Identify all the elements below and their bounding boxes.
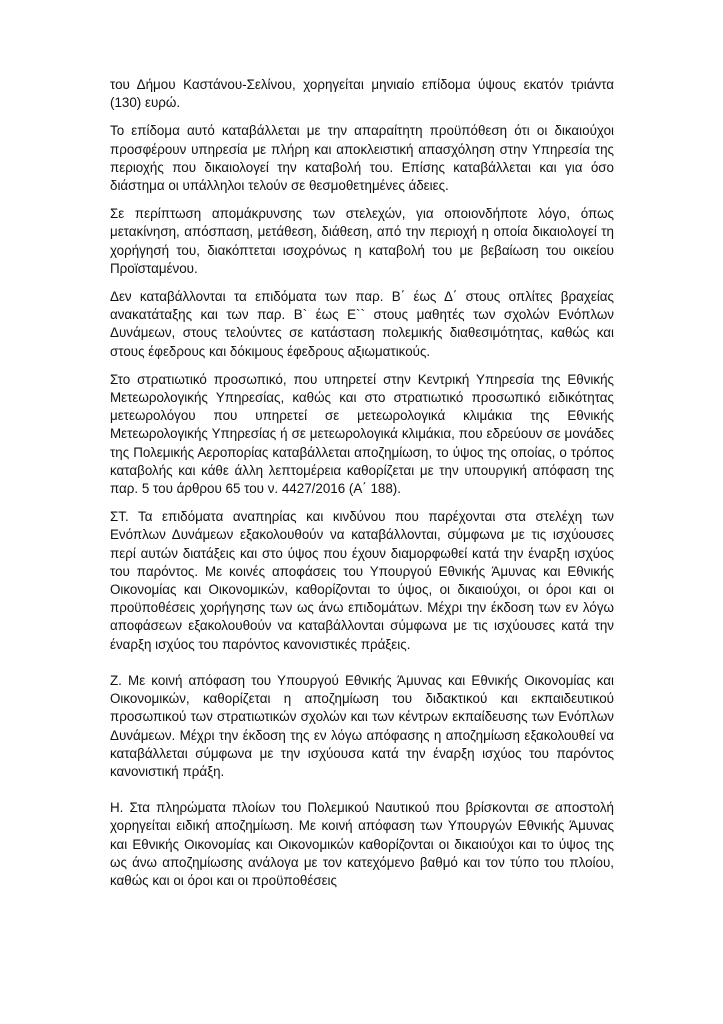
paragraph-removal: Σε περίπτωση απομάκρυνσης των στελεχών, για οποιονδήποτε λόγο, όπως μετακίνηση, απόσπαση, μετάθεση, διάθεση, από την περιοχή η οποία δικαιολογεί τη χορήγησή του, διακόπτεται ισοχρόνως η καταβολή του με βεβαίωση του οικείου Προϊσταμένου. [110,206,614,276]
paragraph-amount: του Δήμου Καστάνου-Σελίνου, χορηγείται μηνιαίο επίδομα ύψους εκατόν τριάντα (130) ευρώ. [110,77,614,111]
paragraph-section-z: Ζ. Με κοινή απόφαση του Υπουργού Εθνικής Άμυνας και Εθνικής Οικονομίας και Οικονομικών, καθορίζεται η αποζημίωση του διδακτικού και εκπαιδευτικού προσωπικού των στρατιωτικών σχολών και των κέντρων εκπαίδευσης των Ενόπλων Δυνάμεων. Μέχρι την έκδοση της εν λόγω απόφασης η αποζημίωση εξακολουθεί να καταβάλλεται σύμφωνα με την ισχύουσα κατά την έναρξη ισχύος του παρόντος κανονιστική πράξη. [110,672,614,779]
paragraph-meteorological: Στο στρατιωτικό προσωπικό, που υπηρετεί στην Κεντρική Υπηρεσία της Εθνικής Μετεωρολογικής Υπηρεσίας, καθώς και στο στρατιωτικό προσωπικό ειδικότητας μετεωρολόγου που υπηρετεί σε μετεωρολογικά κλιμάκια της Εθνικής Μετεωρολογικής Υπηρεσίας ή σε μετεωρολογικά κλιμάκια, που εδρεύουν σε μονάδες της Πολεμικής Αεροπορίας καταβάλλεται αποζημίωση, το ύψος της οποίας, ο τρόπος καταβολής και κάθε άλλη λεπτομέρεια καθορίζεται με την υπουργική απόφαση της παρ. 5 του άρθρου 65 του ν. 4427/2016 (Α΄ 188). [110,371,614,497]
paragraph-section-st: ΣΤ. Τα επιδόματα αναπηρίας και κινδύνου που παρέχονται στα στελέχη των Ενόπλων Δυνάμεων εξακολουθούν να καταβάλλονται, σύμφωνα με τις ισχύουσες περί αυτών διατάξεις και στο ύψος που έχουν διαμορφωθεί κατά την έναρξη ισχύος του παρόντος. Με κοινές αποφάσεις του Υπουργού Εθνικής Άμυνας και Εθνικής Οικονομίας και Οικονομικών, καθορίζονται το ύψος, οι δικαιούχοι, οι όροι και οι προϋποθέσεις χορήγησης των ως άνω επιδομάτων. Μέχρι την έκδοση των εν λόγω αποφάσεων εξακολουθούν να καταβάλλονται σύμφωνα με τις ισχύουσες κατά την έναρξη ισχύος του παρόντος κανονιστικές πράξεις. [110,509,614,652]
paragraph-section-i: Η. Στα πληρώματα πλοίων του Πολεμικού Ναυτικού που βρίσκονται σε αποστολή χορηγείται ειδική αποζημίωση. Με κοινή απόφαση των Υπουργών Εθνικής Άμυνας και Εθνικής Οικονομίας και Οικονομικών καθορίζονται οι δικαιούχοι και το ύψος της ως άνω αποζημίωσης ανάλογα με τον κατεχόμενο βαθμό και τον τύπο του πλοίου, καθώς και οι όροι και οι προϋποθέσεις [110,800,614,888]
paragraph-exclusions: Δεν καταβάλλονται τα επιδόματα των παρ. Β΄ έως Δ΄ στους οπλίτες βραχείας ανακατάταξης και των παρ. Β` έως Ε`` στους μαθητές των σχολών Ενόπλων Δυνάμεων, στους τελούντες σε κατάσταση πολεμικής διαθεσιμότητας, καθώς και στους έφεδρους και δόκιμους έφεδρους αξιωματικούς. [110,289,614,359]
document-body [110,76,614,890]
paragraph-conditions: Το επίδομα αυτό καταβάλλεται με την απαραίτητη προϋπόθεση ότι οι δικαιούχοι προσφέρουν υπηρεσία με πλήρη και αποκλειστική απασχόληση στην Υπηρεσία της περιοχής που δικαιολογεί την καταβολή του. Επίσης καταβάλλεται και για όσο διάστημα οι υπάλληλοι τελούν σε θεσμοθετημένες άδειες. [110,123,614,194]
